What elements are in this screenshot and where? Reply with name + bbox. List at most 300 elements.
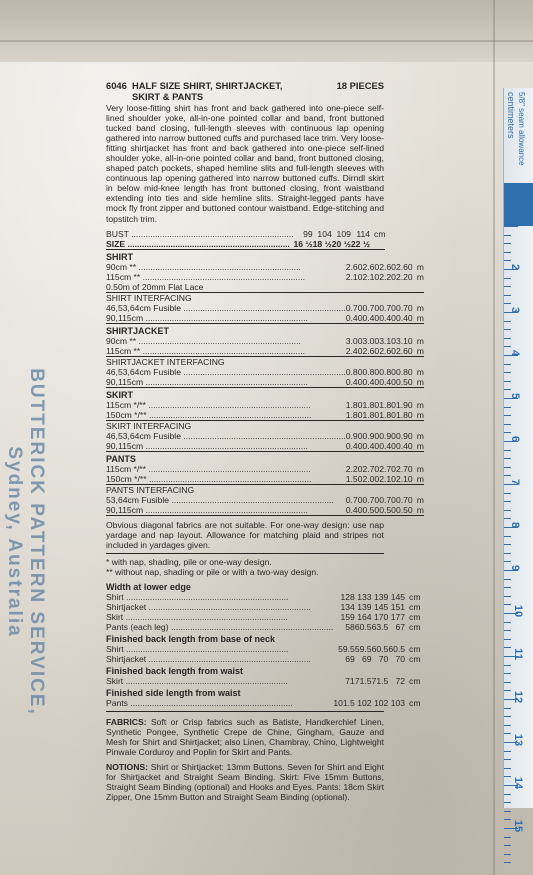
ruler-tick	[504, 407, 511, 408]
ruler-number: 7	[509, 478, 522, 486]
bust-row	[106, 229, 385, 239]
row-value: 70	[378, 653, 389, 664]
row-value: 0.50	[395, 504, 413, 515]
row-label	[106, 229, 294, 239]
row-value: 0.80	[362, 366, 380, 377]
row-label	[106, 441, 346, 452]
row-value: 0.70	[379, 494, 396, 505]
row-value: 99	[303, 228, 313, 239]
ruler-tick	[504, 733, 511, 734]
ruler-number: 12	[512, 690, 525, 704]
ruler-tick	[504, 802, 511, 803]
row-label	[106, 282, 346, 293]
row-value: 2.10	[379, 473, 396, 484]
row-value: 139	[373, 591, 389, 602]
ruler-tick	[504, 260, 511, 261]
row-unit: m	[413, 441, 424, 452]
row-value: 2.60	[395, 261, 413, 272]
row-label	[106, 505, 346, 516]
row-value: 71.5	[371, 675, 389, 686]
row-unit: cm	[374, 228, 386, 239]
row-value: 159	[340, 611, 355, 622]
row-value: 63.5	[371, 621, 389, 632]
row-unit: cm	[409, 643, 421, 654]
row-value: 2.00	[362, 473, 380, 484]
row-value: 2.60	[362, 261, 380, 272]
row-label	[106, 495, 346, 505]
row-label	[106, 272, 346, 282]
ruler-tick	[504, 415, 511, 416]
row-label	[106, 622, 333, 632]
row-label-text: 90,115cm .....	[106, 377, 308, 387]
row-value: 20 ½	[331, 238, 351, 249]
row-value: 0.70	[362, 494, 380, 505]
row-unit: cm	[409, 697, 421, 708]
section-title: PANTS INTERFACING	[106, 484, 195, 495]
piece-count: 18 PIECES	[336, 80, 384, 91]
ruler-tick	[504, 278, 511, 279]
ruler-tick	[504, 450, 511, 451]
row-value: 0.40	[362, 312, 380, 323]
ruler-tick	[504, 329, 511, 330]
row-label	[106, 400, 346, 410]
fold-line	[0, 40, 533, 42]
row-value: 3.10	[379, 335, 396, 346]
ruler-tick	[504, 475, 511, 476]
row-unit: cm	[409, 675, 421, 686]
ruler-tick	[504, 630, 511, 631]
row-value: 170	[373, 611, 389, 622]
ruler-tick	[504, 759, 511, 760]
row-value: 0.90	[379, 430, 396, 441]
row-value: 0.40	[395, 440, 413, 451]
row-value: 3.10	[395, 335, 413, 346]
yardage-section-heading	[106, 420, 424, 431]
row-unit: m	[413, 410, 424, 421]
row-value: 18 ½	[312, 238, 332, 249]
ruler-number: 6	[509, 435, 522, 443]
row-value: 0.70	[345, 494, 363, 505]
notions-label: NOTIONS:	[106, 761, 149, 772]
row-value: 2.70	[379, 463, 396, 474]
yardage-section-heading	[106, 323, 424, 336]
row-value: 59.5	[338, 643, 355, 654]
side-fold-line	[493, 0, 495, 875]
row-value: 2.70	[395, 463, 413, 474]
yardage-section-heading	[106, 292, 424, 303]
row-label	[106, 336, 346, 346]
row-label-text: 46,53,64cm Fusible .....	[106, 367, 346, 377]
row-value: 103	[390, 697, 406, 708]
row-label-text: 115cm */** .....	[106, 400, 311, 410]
row-label-text: 90,115cm .....	[106, 441, 308, 451]
ruler-tick	[504, 579, 511, 580]
row-value	[379, 282, 396, 293]
row-label-text: 115cm */** .....	[106, 464, 311, 474]
row-value: 16 ½	[293, 238, 313, 249]
garment-description: Very loose-fitting shirt has front and back gathered into one-piece self-lined shoulder yoke, all-in-one pointed collar and band, front buttoned tucked band closing, full-length sleeves with continuous lap opening gathered into narrow buttoned cuffs and purchased lace trim. Very loose-fitting shirtjacket has front and back gathered into one-piece self-lined shoulder yoke, all-in-one pointed collar and band, front buttoned closing, shaped patch pockets, shaped hemline slits and full-length sleeves with continuous lap opening gathered into narrow buttoned cuffs. Dirndl skirt in below mid-knee length has front buttoned closing, front waistband extending into ties and side hemline slits. Straight-legged pants have mock fly front zipper and buttoned contour waistband. Edge-stitching and topstitch trim.	[106, 103, 384, 224]
row-label	[106, 239, 294, 250]
ruler-tick	[504, 493, 511, 494]
ruler-tick	[504, 862, 511, 863]
row-value	[346, 282, 363, 293]
row-value: 2.10	[395, 473, 413, 484]
measurement-heading	[106, 632, 421, 644]
ruler-tick	[504, 424, 511, 425]
row-label-text: Skirt .....	[106, 676, 288, 686]
yardage-section-heading	[106, 387, 424, 400]
row-value: 0.40	[395, 312, 413, 323]
row-value: 2.70	[362, 463, 380, 474]
envelope-top-flap	[0, 0, 533, 62]
row-value: 2.60	[379, 261, 396, 272]
ruler-number: 10	[512, 604, 525, 618]
section-title: SKIRT INTERFACING	[106, 420, 192, 431]
ruler-tick	[504, 665, 511, 666]
row-label	[106, 474, 346, 485]
row-value: 164	[357, 611, 372, 622]
ruler-tick	[504, 510, 511, 511]
row-label-text: Shirtjacket .....	[106, 602, 311, 612]
ruler-tick	[504, 716, 511, 717]
ruler-tick	[504, 432, 511, 433]
row-label-text: 90cm ** .....	[106, 262, 301, 272]
measurement-row	[106, 644, 421, 654]
row-value: 139	[357, 601, 372, 612]
row-label	[106, 612, 333, 622]
yardage-row	[106, 282, 424, 293]
section-title: SHIRTJACKET INTERFACING	[106, 356, 225, 367]
size-table	[106, 229, 385, 250]
ruler-tick	[504, 776, 511, 777]
row-value: 2.40	[345, 345, 363, 356]
row-value: 104	[317, 228, 332, 239]
nap-note-1: * with nap, shading, pile or one-way design.	[106, 556, 272, 567]
ruler-tick	[504, 338, 511, 339]
ruler-tick	[504, 544, 511, 545]
ruler-tick	[504, 845, 511, 846]
row-unit: m	[413, 346, 424, 357]
row-unit: cm	[409, 653, 421, 664]
row-value: 1.80	[379, 399, 396, 410]
pattern-header	[106, 80, 384, 91]
ruler-top-label: 5/8" seam allowance	[517, 92, 526, 166]
row-unit: m	[416, 271, 424, 282]
section-title: PANTS	[106, 453, 136, 464]
measurement-row	[106, 698, 421, 708]
row-value: 0.40	[362, 440, 380, 451]
row-unit: m	[416, 399, 424, 410]
yardage-section-heading	[106, 250, 424, 262]
row-label-text: 46,53,64cm Fusible .....	[106, 303, 346, 313]
row-unit: m	[416, 494, 424, 505]
row-value: 101.5	[333, 697, 355, 708]
row-value: 2.60	[362, 345, 380, 356]
ruler-tick	[504, 372, 511, 373]
row-value	[396, 282, 413, 293]
nap-notes	[106, 553, 384, 577]
ruler-tick	[504, 837, 511, 838]
section-title: SKIRT	[106, 389, 133, 400]
row-unit: m	[413, 474, 424, 485]
row-value: 0.40	[379, 440, 396, 451]
row-value: 1.80	[379, 409, 396, 420]
row-unit: cm	[409, 621, 421, 632]
row-value: 0.70	[379, 302, 396, 313]
row-value: 128	[340, 591, 355, 602]
ruler-number: 2	[509, 263, 522, 271]
row-value: 0.40	[345, 312, 363, 323]
ruler-tick	[504, 819, 511, 820]
ruler-tick	[504, 553, 511, 554]
row-label	[106, 602, 333, 612]
ruler-tick	[504, 768, 511, 769]
yardage-row	[106, 313, 424, 324]
ruler-tick	[504, 561, 511, 562]
ruler-tick	[504, 596, 511, 597]
row-value: 2.60	[395, 345, 413, 356]
ruler-tick	[504, 252, 511, 253]
row-value: 2.20	[345, 463, 363, 474]
row-value: 0.80	[379, 366, 396, 377]
row-value: 0.90	[395, 430, 413, 441]
row-label-text: Pants .....	[106, 698, 293, 708]
row-value: 151	[390, 601, 406, 612]
ruler-tick	[504, 811, 511, 812]
ruler-tick	[504, 690, 511, 691]
ruler-tick	[504, 389, 511, 390]
measurement-row	[106, 622, 421, 632]
row-value: 58	[345, 621, 355, 632]
row-value: 0.70	[345, 302, 363, 313]
row-value: 2.10	[362, 271, 380, 282]
measurement-heading-text: Finished back length from base of neck	[106, 633, 276, 644]
row-value: 145	[390, 591, 406, 602]
row-value: 22 ½	[350, 238, 371, 249]
row-unit: m	[416, 335, 424, 346]
measurement-row	[106, 676, 421, 686]
row-label	[106, 262, 346, 272]
ruler-number: 1	[509, 220, 522, 228]
row-unit	[413, 282, 424, 293]
row-value: 1.80	[345, 399, 363, 410]
row-value: 0.40	[345, 440, 363, 451]
ruler-labels	[504, 88, 533, 168]
row-unit: cm	[409, 591, 421, 602]
divider	[106, 711, 384, 712]
ruler-tick	[504, 673, 511, 674]
row-value: 114	[356, 228, 371, 239]
row-label	[106, 592, 333, 602]
measurement-heading	[106, 664, 421, 676]
row-label-text: 90cm ** .....	[106, 336, 301, 346]
ruler-tick	[504, 682, 511, 683]
ruler-tick	[504, 518, 511, 519]
measurement-row	[106, 612, 421, 622]
yardage-row	[106, 346, 424, 357]
nap-note-2: ** without nap, shading or pile or with a two-way design.	[106, 566, 319, 577]
row-value: 0.40	[345, 504, 363, 515]
row-label-text: 115cm ** .....	[106, 346, 305, 356]
row-value: 0.50	[379, 504, 396, 515]
yardage-row	[106, 464, 424, 474]
row-value: 59.5	[354, 643, 372, 654]
row-label	[106, 698, 333, 708]
ruler-tick	[504, 364, 511, 365]
row-value: 2.10	[345, 271, 363, 282]
notions-section	[106, 762, 384, 802]
row-label-text: Shirt .....	[106, 592, 288, 602]
row-label	[106, 346, 346, 357]
ruler-first-cm-band	[504, 183, 533, 226]
row-unit: m	[416, 463, 424, 474]
ruler-tick	[504, 243, 511, 244]
row-label	[106, 313, 346, 324]
ruler-tick	[504, 708, 511, 709]
ruler-number: 4	[509, 349, 522, 357]
row-value: 2.20	[395, 271, 413, 282]
ruler-unit-label: centimeters	[506, 92, 516, 139]
row-value: 133	[357, 591, 372, 602]
notions-text: Shirt or Shirtjacket: 13mm Buttons. Seven for Shirt and Eight for Shirtjacket and Straight Seam Binding. Skirt: Five 15mm Buttons, Straight Seam Binding (optional) and Hooks and Eyes. Pants: 18cm Skirt Zipper, One 15mm Button and Straight Seam Binding (optional).	[106, 761, 384, 803]
row-label-text: 150cm */** .....	[106, 410, 311, 420]
yardage-row	[106, 377, 424, 388]
yardage-row	[106, 410, 424, 421]
row-value: 177	[390, 611, 406, 622]
ruler-tick	[504, 467, 511, 468]
ruler-tick	[504, 321, 511, 322]
row-value: 102	[357, 697, 372, 708]
row-label-text: 150cm */** .....	[106, 474, 311, 484]
row-label	[106, 410, 346, 421]
ruler-number: 3	[509, 306, 522, 314]
ruler-tick	[504, 536, 511, 537]
yardage-row	[106, 431, 424, 441]
row-unit: m	[413, 505, 424, 516]
yardage-row	[106, 474, 424, 485]
ruler-tick	[504, 303, 511, 304]
section-title: SHIRTJACKET	[106, 325, 170, 336]
row-value: 60.5	[371, 643, 389, 654]
row-label	[106, 377, 346, 388]
row-value: 1.80	[345, 409, 363, 420]
row-value: 60.5	[388, 643, 406, 654]
row-label	[106, 676, 333, 686]
row-unit: m	[413, 377, 424, 388]
seam-ruler	[503, 88, 533, 833]
row-value: 3.00	[345, 335, 363, 346]
row-unit: cm	[409, 601, 421, 612]
row-label-text: Skirt .....	[106, 612, 288, 622]
row-value: 1.50	[345, 473, 363, 484]
row-value: 134	[340, 601, 355, 612]
fabrics-section	[106, 717, 384, 757]
row-value: 0.70	[362, 302, 380, 313]
row-value: 0.80	[345, 366, 363, 377]
row-unit: m	[416, 302, 424, 313]
row-label-text: 0.50m of 20mm Flat Lace	[106, 281, 204, 292]
ruler-tick	[504, 235, 511, 236]
ruler-tick	[504, 725, 511, 726]
row-value: 69	[345, 653, 355, 664]
yardage-row	[106, 505, 424, 516]
pattern-number: 6046	[106, 80, 127, 91]
yardage-row	[106, 272, 424, 282]
ruler-number: 8	[509, 521, 522, 529]
ruler-number: 14	[512, 776, 525, 790]
pattern-title: HALF SIZE SHIRT, SHIRTJACKET,	[132, 80, 283, 91]
row-label-text: Pants (each leg) .....	[106, 622, 333, 632]
row-value: 67	[395, 621, 406, 632]
row-value: 70	[395, 653, 406, 664]
row-unit: m	[416, 430, 424, 441]
row-value: 0.70	[395, 302, 413, 313]
row-unit	[370, 239, 385, 250]
ruler-tick	[504, 751, 511, 752]
row-unit: m	[416, 261, 424, 272]
row-value: 72	[395, 675, 406, 686]
measurement-heading-text: Finished back length from waist	[106, 665, 244, 676]
row-label	[106, 464, 346, 474]
row-label-text: SIZE .....	[106, 239, 290, 249]
row-value: 2.60	[379, 345, 396, 356]
row-value: 0.90	[362, 430, 380, 441]
yardage-row	[106, 262, 424, 272]
row-label-text: Shirt .....	[106, 644, 288, 654]
row-value: 60.5	[354, 621, 372, 632]
yardage-section-heading	[106, 451, 424, 464]
yardage-row	[106, 336, 424, 346]
measurement-row	[106, 602, 421, 612]
yardage-row	[106, 400, 424, 410]
row-unit: m	[413, 313, 424, 324]
row-label-text: 46,53,64cm Fusible .....	[106, 431, 346, 441]
row-value: 2.20	[379, 271, 396, 282]
yardage-table	[106, 250, 424, 516]
row-value: 0.50	[395, 376, 413, 387]
row-value: 0.40	[345, 376, 363, 387]
yardage-row	[106, 495, 424, 505]
ruler-number: 5	[509, 392, 522, 400]
row-label	[106, 367, 346, 377]
row-unit: cm	[409, 611, 421, 622]
measurement-row	[106, 654, 421, 664]
row-value: 1.90	[395, 399, 413, 410]
row-value: 1.80	[362, 409, 380, 420]
row-label-text: 53,64cm Fusible .....	[106, 495, 334, 505]
ruler-tick	[504, 604, 511, 605]
row-value: 2.60	[345, 261, 363, 272]
yardage-row	[106, 303, 424, 313]
row-label	[106, 654, 333, 664]
ruler-tick	[504, 622, 511, 623]
row-label-text: BUST .....	[106, 229, 294, 239]
publisher-side-text: BUTTERICK PATTERN SERVICE, Sydney, Australia	[4, 368, 47, 716]
row-value: 69	[362, 653, 372, 664]
section-title: SHIRT INTERFACING	[106, 292, 192, 303]
ruler-tick	[504, 381, 511, 382]
row-label-text: 115cm ** .....	[106, 272, 305, 282]
ruler-tick	[504, 639, 511, 640]
row-value: 145	[373, 601, 389, 612]
yardage-section-heading	[106, 484, 424, 495]
ruler-number: 13	[512, 733, 525, 747]
row-value: 1.80	[395, 409, 413, 420]
ruler-tick	[504, 647, 511, 648]
pattern-title-line2: SKIRT & PANTS	[132, 91, 204, 102]
ruler-tick	[504, 458, 511, 459]
ruler-number: 11	[511, 648, 524, 660]
